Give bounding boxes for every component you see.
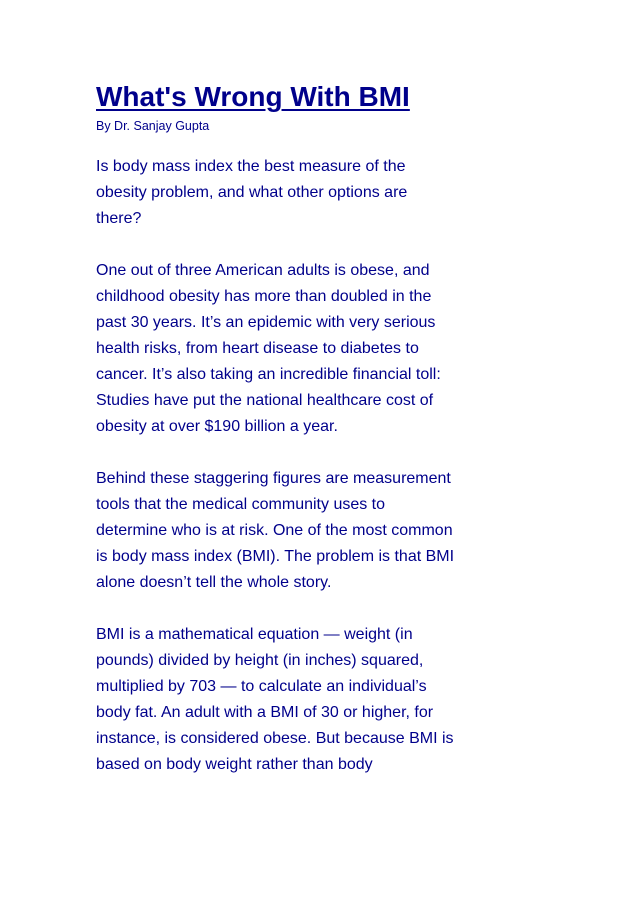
document-page — [96, 80, 556, 778]
paragraph-measurement-tools: Behind these staggering figures are measurement tools that the medical community uses to determine who is at risk. One of the most common is body mass index (BMI). The problem is that BMI alone doesn’t tell the whole story. — [96, 470, 455, 591]
article-byline: By Dr. Sanjay Gupta — [96, 119, 210, 133]
paragraph-intro: Is body mass index the best measure of the obesity problem, and what other options are there? — [96, 158, 408, 227]
paragraph-obesity-stats: One out of three American adults is obese, and childhood obesity has more than doubled in the past 30 years. It’s an epidemic with very serious health risks, from heart disease to diabetes to cancer. It’s also taking an incredible financial toll: Studies have put the national healthcare cost of obesity at over $190 billion a year. — [96, 262, 441, 435]
paragraph-bmi-equation: BMI is a mathematical equation — weight (in pounds) divided by height (in inches) squared, multiplied by 703 — to calculate an individual’s body fat. An adult with a BMI of 30 or higher, for instance, is considered obese. But because BMI is based on body weight rather than body — [96, 626, 454, 773]
article-title: What's Wrong With BMI — [96, 81, 410, 112]
